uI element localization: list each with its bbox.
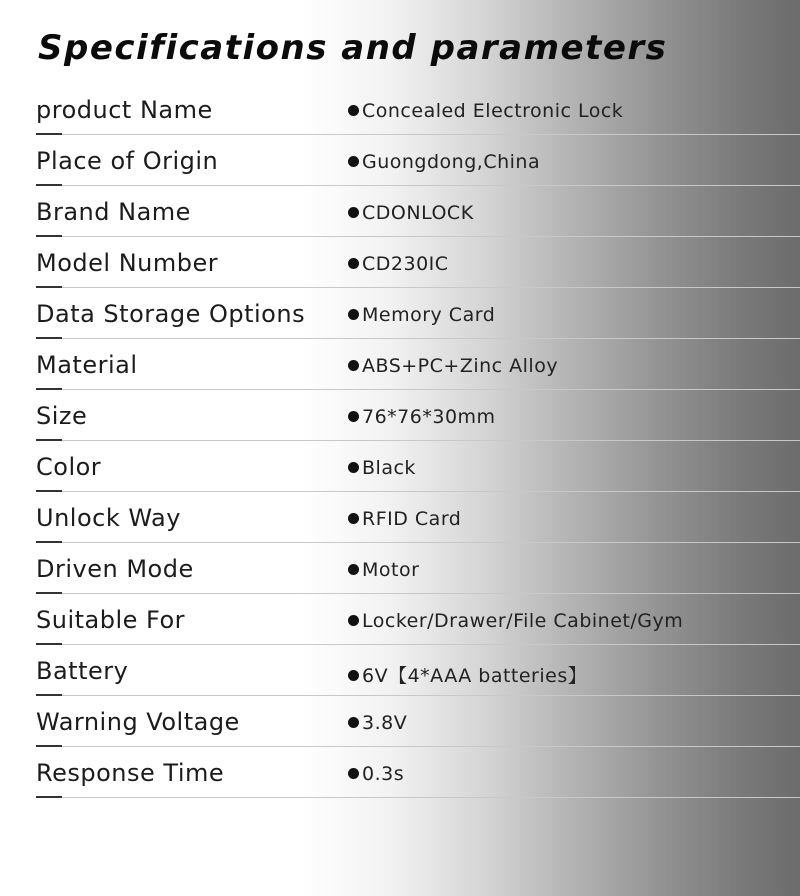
bullet-icon	[348, 360, 359, 371]
bullet-icon	[348, 156, 359, 167]
bullet-icon	[348, 309, 359, 320]
bullet-icon	[348, 564, 359, 575]
bullet-icon	[348, 615, 359, 626]
spec-value-wrap	[348, 406, 496, 428]
row-divider	[36, 797, 800, 798]
spec-value: 76*76*30mm	[362, 406, 496, 428]
divider-accent	[36, 388, 62, 390]
spec-label: Brand Name	[36, 198, 191, 226]
page-title: Specifications and parameters	[38, 28, 668, 68]
spec-label: Suitable For	[36, 606, 186, 634]
spec-label: Driven Mode	[36, 555, 194, 583]
bullet-icon	[348, 717, 359, 728]
spec-row	[0, 445, 800, 496]
spec-row	[0, 394, 800, 445]
divider-accent	[36, 439, 62, 441]
spec-value: Locker/Drawer/File Cabinet/Gym	[362, 610, 684, 632]
bullet-icon	[348, 258, 359, 269]
row-divider	[36, 134, 800, 135]
bullet-icon	[348, 411, 359, 422]
spec-value-wrap	[348, 202, 474, 224]
divider-accent	[36, 745, 62, 747]
spec-value-wrap	[348, 508, 461, 530]
spec-value-wrap	[348, 559, 419, 581]
row-divider	[36, 593, 800, 594]
bullet-icon	[348, 462, 359, 473]
spec-value-wrap	[348, 610, 683, 632]
bullet-icon	[348, 105, 359, 116]
spec-value: CD230IC	[362, 253, 449, 275]
spec-value: 6V【4*AAA batteries】	[362, 665, 588, 687]
spec-row	[0, 139, 800, 190]
divider-accent	[36, 133, 62, 135]
divider-accent	[36, 541, 62, 543]
spec-label: Material	[36, 351, 138, 379]
row-divider	[36, 695, 800, 696]
row-divider	[36, 338, 800, 339]
row-divider	[36, 746, 800, 747]
spec-row	[0, 88, 800, 139]
row-divider	[36, 491, 800, 492]
spec-row	[0, 292, 800, 343]
divider-accent	[36, 490, 62, 492]
spec-value-wrap	[348, 763, 404, 785]
spec-value-wrap	[348, 457, 416, 479]
spec-label: Size	[36, 402, 88, 430]
row-divider	[36, 542, 800, 543]
spec-label: Battery	[36, 657, 129, 685]
bullet-icon	[348, 768, 359, 779]
spec-value-wrap	[348, 304, 495, 326]
divider-accent	[36, 235, 62, 237]
spec-value-wrap	[348, 100, 623, 122]
spec-row	[0, 598, 800, 649]
spec-label: Unlock Way	[36, 504, 181, 532]
spec-value: Motor	[362, 559, 420, 581]
spec-label: Place of Origin	[36, 147, 219, 175]
spec-row	[0, 700, 800, 751]
spec-value-wrap	[348, 661, 587, 688]
divider-accent	[36, 643, 62, 645]
bullet-icon	[348, 513, 359, 524]
bullet-icon	[348, 670, 359, 681]
spec-value: Memory Card	[362, 304, 496, 326]
spec-row	[0, 547, 800, 598]
spec-label: Model Number	[36, 249, 219, 277]
spec-value: CDONLOCK	[362, 202, 474, 224]
spec-label: product Name	[36, 96, 213, 124]
spec-value-wrap	[348, 712, 407, 734]
divider-accent	[36, 184, 62, 186]
spec-value-wrap	[348, 253, 449, 275]
spec-label: Color	[36, 453, 102, 481]
spec-value: 0.3s	[362, 763, 405, 785]
divider-accent	[36, 286, 62, 288]
bullet-icon	[348, 207, 359, 218]
spec-value: 3.8V	[362, 712, 408, 734]
row-divider	[36, 236, 800, 237]
spec-label: Warning Voltage	[36, 708, 240, 736]
spec-row	[0, 649, 800, 700]
row-divider	[36, 644, 800, 645]
divider-accent	[36, 592, 62, 594]
row-divider	[36, 287, 800, 288]
spec-value-wrap	[348, 151, 540, 173]
spec-label: Data Storage Options	[36, 300, 306, 328]
spec-row	[0, 343, 800, 394]
row-divider	[36, 440, 800, 441]
divider-accent	[36, 796, 62, 798]
spec-label: Response Time	[36, 759, 225, 787]
row-divider	[36, 389, 800, 390]
row-divider	[36, 185, 800, 186]
spec-value: RFID Card	[362, 508, 462, 530]
spec-value: ABS+PC+Zinc Alloy	[362, 355, 559, 377]
spec-row	[0, 751, 800, 802]
spec-row	[0, 496, 800, 547]
spec-table	[0, 88, 800, 802]
spec-value: Black	[362, 457, 416, 479]
spec-value: Concealed Electronic Lock	[362, 100, 624, 122]
spec-row	[0, 241, 800, 292]
divider-accent	[36, 694, 62, 696]
divider-accent	[36, 337, 62, 339]
spec-row	[0, 190, 800, 241]
spec-value-wrap	[348, 355, 558, 377]
spec-value: Guongdong,China	[362, 151, 541, 173]
